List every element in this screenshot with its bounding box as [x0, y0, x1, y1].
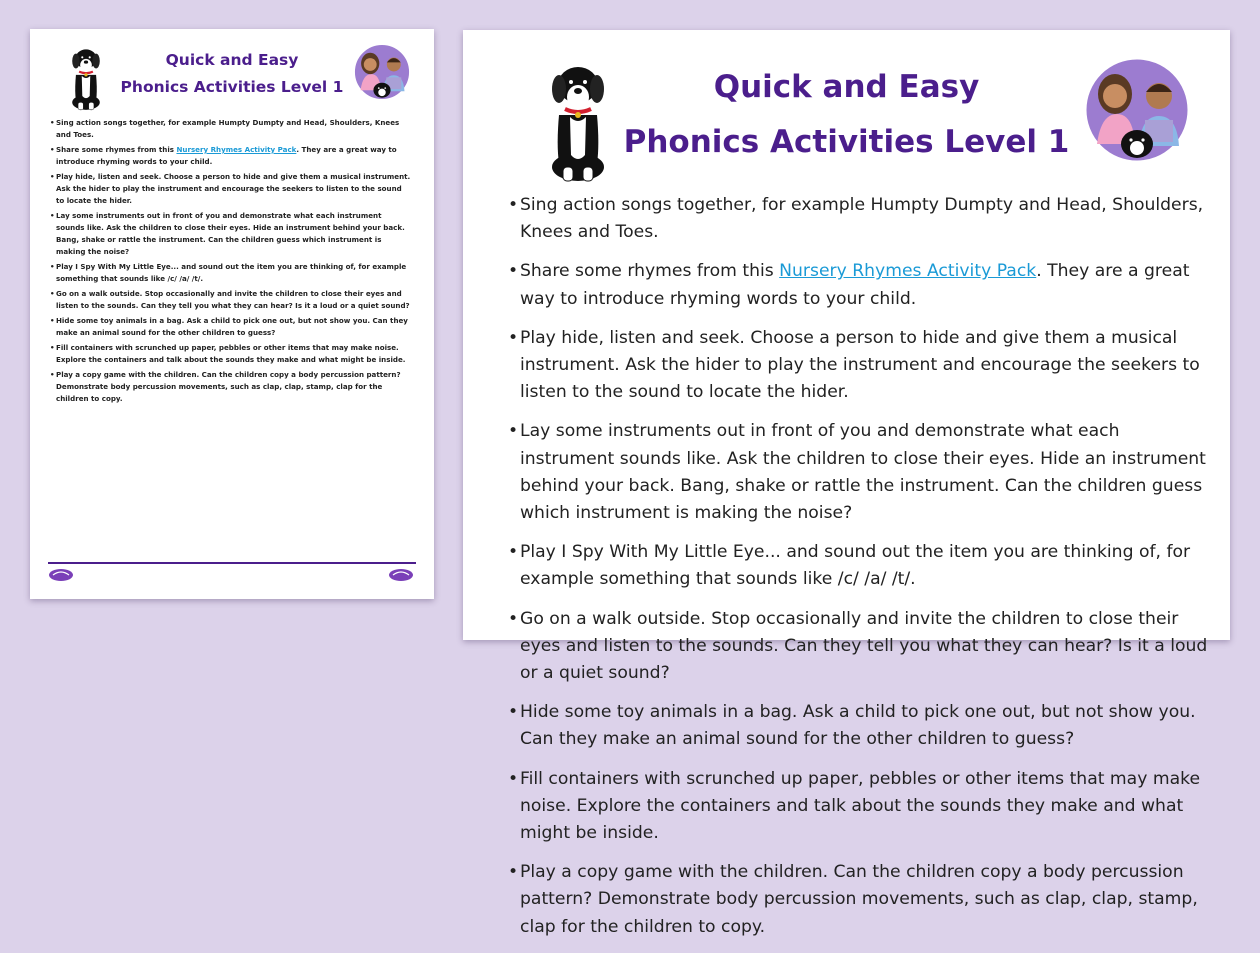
list-item: • Play hide, listen and seek. Choose a person to hide and give them a musical instrument. Ask the hider to play the instrument and encourage the seekers to listen to the sound to locate the hider. [50, 171, 412, 207]
children-with-dog-icon [352, 42, 412, 102]
list-item: • Play hide, listen and seek. Choose a person to hide and give them a musical instrument. Ask the hider to play the instrument and encourage the seekers to listen to the sound to locate the hider. [508, 325, 1208, 407]
twinkl-logo-icon [388, 568, 414, 582]
page-title [583, 60, 1110, 170]
activity-list [508, 192, 1208, 953]
document-page [463, 30, 1230, 937]
list-item-text: . They are a great way to introduce rhyming words to your child. [56, 145, 397, 166]
page-title-line2: Phonics Activities Level 1 [623, 124, 1070, 160]
list-item: • Fill containers with scrunched up paper, pebbles or other items that may make noise. Explore the containers and talk about the sounds they make and what might be inside. [508, 766, 1208, 848]
nursery-rhymes-link[interactable]: Nursery Rhymes Activity Pack [176, 145, 297, 154]
list-item: • Play I Spy With My Little Eye... and sound out the item you are thinking of, for example something that sounds like /c/ /a/ /t/. [508, 539, 1208, 593]
thumbnail-title-line1: Quick and Easy [165, 51, 299, 69]
list-item: • Sing action songs together, for example Humpty Dumpty and Head, Shoulders, Knees and Toes. [508, 192, 1208, 246]
footer-divider [48, 562, 416, 564]
list-item: • Hide some toy animals in a bag. Ask a child to pick one out, but not show you. Can they make an animal sound for the other children to guess? [50, 315, 412, 339]
list-item: • Go on a walk outside. Stop occasionally and invite the children to close their eyes and listen to the sounds. Can they tell you what they can hear? Is it a loud or a quiet sound? [50, 288, 412, 312]
list-item: • Lay some instruments out in front of you and demonstrate what each instrument sounds like. Ask the children to close their eyes. Hide an instrument behind your back. Bang, shake or rattle the instrument. Can the children guess which instrument is making the noise? [50, 210, 412, 258]
list-item: • Lay some instruments out in front of you and demonstrate what each instrument sounds like. Ask the children to close their eyes. Hide an instrument behind your back. Bang, shake or rattle the instrument. Can the children guess which instrument is making the noise? [508, 418, 1208, 527]
list-item [508, 258, 1208, 312]
list-item-text: . They are a great way to introduce rhyming words to your child. [520, 261, 1190, 309]
list-item: • Sing action songs together, for example Humpty Dumpty and Head, Shoulders, Knees and Toes. [50, 117, 412, 141]
page-title-line1: Quick and Easy [713, 69, 980, 105]
nursery-rhymes-link[interactable]: Nursery Rhymes Activity Pack [779, 261, 1037, 282]
list-item: • Go on a walk outside. Stop occasionally and invite the children to close their eyes and listen to the sounds. Can they tell you what they can hear? Is it a loud or a quiet sound? [508, 606, 1208, 688]
twinkl-logo-icon [48, 568, 74, 582]
list-item-text: Share some rhymes from this [520, 261, 780, 282]
thumbnail-activity-list [50, 117, 412, 408]
children-with-dog-icon [1083, 54, 1191, 166]
list-item: • Play a copy game with the children. Can the children copy a body percussion pattern? Demonstrate body percussion movements, such as clap, clap, stamp, clap for the children to copy. [50, 369, 412, 405]
list-item: • Play I Spy With My Little Eye... and sound out the item you are thinking of, for example something that sounds like /c/ /a/ /t/. [50, 261, 412, 285]
list-item: • Hide some toy animals in a bag. Ask a child to pick one out, but not show you. Can they make an animal sound for the other children to guess? [508, 699, 1208, 753]
list-item: • Play a copy game with the children. Can the children copy a body percussion pattern? Demonstrate body percussion movements, such as clap, clap, stamp, clap for the children to copy. [508, 859, 1208, 941]
document-thumbnail[interactable] [30, 29, 434, 599]
list-item: • Fill containers with scrunched up paper, pebbles or other items that may make noise. Explore the containers and talk about the sounds they make and what might be inside. [50, 342, 412, 366]
list-item [50, 144, 412, 168]
thumbnail-title-line2: Phonics Activities Level 1 [120, 78, 344, 96]
list-item-text: Share some rhymes from this [56, 145, 177, 154]
